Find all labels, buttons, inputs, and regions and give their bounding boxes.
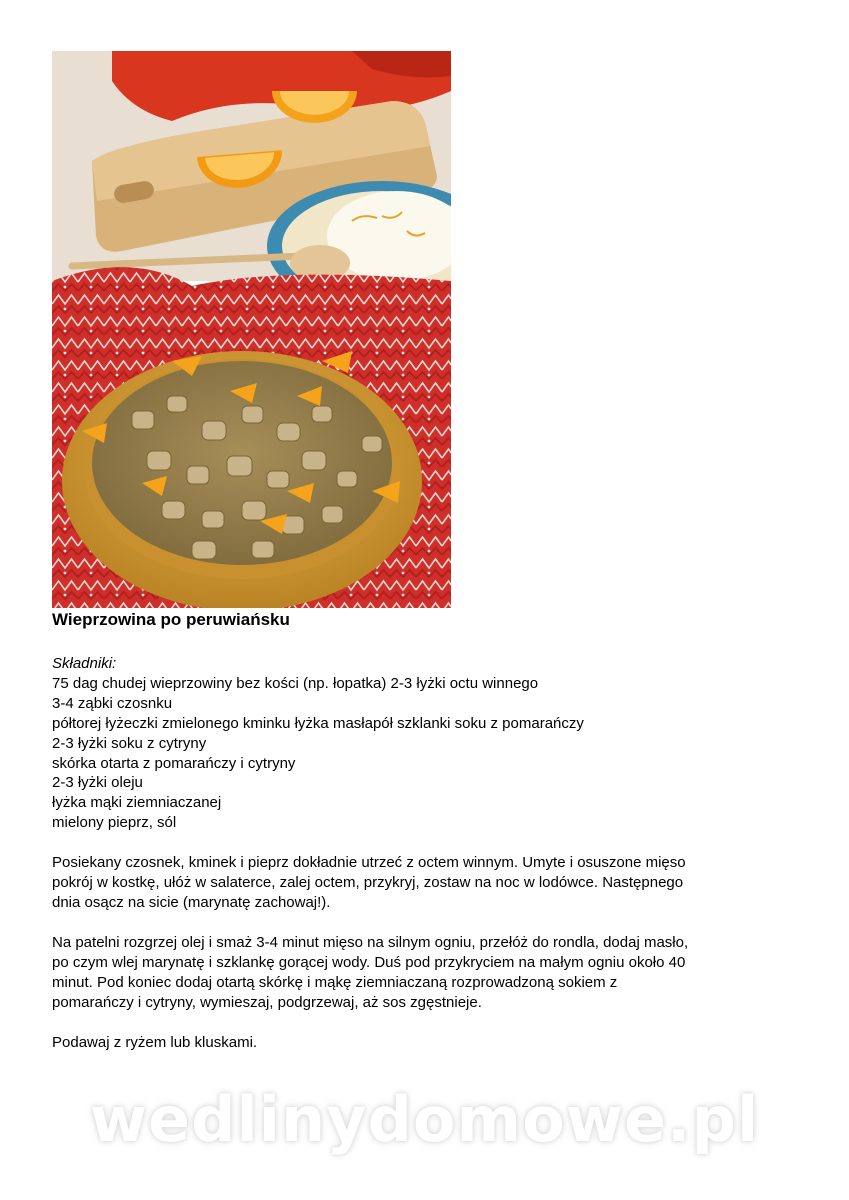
paragraph-line: pomarańczy i cytryny, wymieszaj, podgrzewaj, aż sos zgęstnieje.	[52, 993, 482, 1011]
watermark: wedlinydomowe.pl	[89, 1083, 760, 1156]
recipe-title: Wieprzowina po peruwiańsku	[52, 610, 290, 629]
ingredient-item: 2-3 łyżki oleju	[52, 774, 143, 792]
recipe-content	[52, 654, 822, 1052]
recipe-photo-illustration	[52, 51, 451, 608]
paragraph-line: pokrój w kostkę, ułóż w salaterce, zalej octem, przykryj, zostaw na noc w lodówce. Następnego	[52, 874, 684, 892]
paragraph-line: Posiekany czosnek, kminek i pieprz dokładnie utrzeć z octem winnym. Umyte i osuszone mięso	[52, 854, 686, 872]
serving-note	[52, 1033, 822, 1053]
instructions-paragraph-1	[52, 853, 822, 913]
paragraph-line: Podawaj z ryżem lub kluskami.	[52, 1033, 258, 1051]
paragraph-line: minut. Pod koniec dodaj otartą skórkę i mąkę ziemniaczaną rozprowadzoną sokiem z	[52, 973, 618, 991]
ingredient-item: łyżka mąki ziemniaczanej	[52, 794, 222, 812]
ingredient-item: skórka otarta z pomarańczy i cytryny	[52, 754, 296, 772]
ingredient-item: 75 dag chudej wieprzowiny bez kości (np. łopatka) 2-3 łyżki octu winnego	[52, 674, 539, 692]
ingredient-item: półtorej łyżeczki zmielonego kminku łyżka masłapół szklanki soku z pomarańczy	[52, 714, 584, 732]
ingredients-heading: Składniki:	[52, 655, 117, 672]
paragraph-line: Na patelni rozgrzej olej i smaż 3-4 minut mięso na silnym ogniu, przełóż do rondla, dodaj masło,	[52, 933, 689, 951]
ingredient-item: 3-4 ząbki czosnku	[52, 694, 173, 712]
ingredient-item: mielony pieprz, sól	[52, 814, 177, 832]
recipe-photo	[52, 51, 451, 608]
ingredient-item: 2-3 łyżki soku z cytryny	[52, 734, 207, 752]
paragraph-line: po czym wlej marynatę i szklankę gorącej wody. Duś pod przykryciem na małym ogniu około 40	[52, 953, 686, 971]
paragraph-line: dnia osącz na sicie (marynatę zachowaj!).	[52, 893, 331, 911]
instructions-paragraph-2	[52, 933, 822, 1013]
